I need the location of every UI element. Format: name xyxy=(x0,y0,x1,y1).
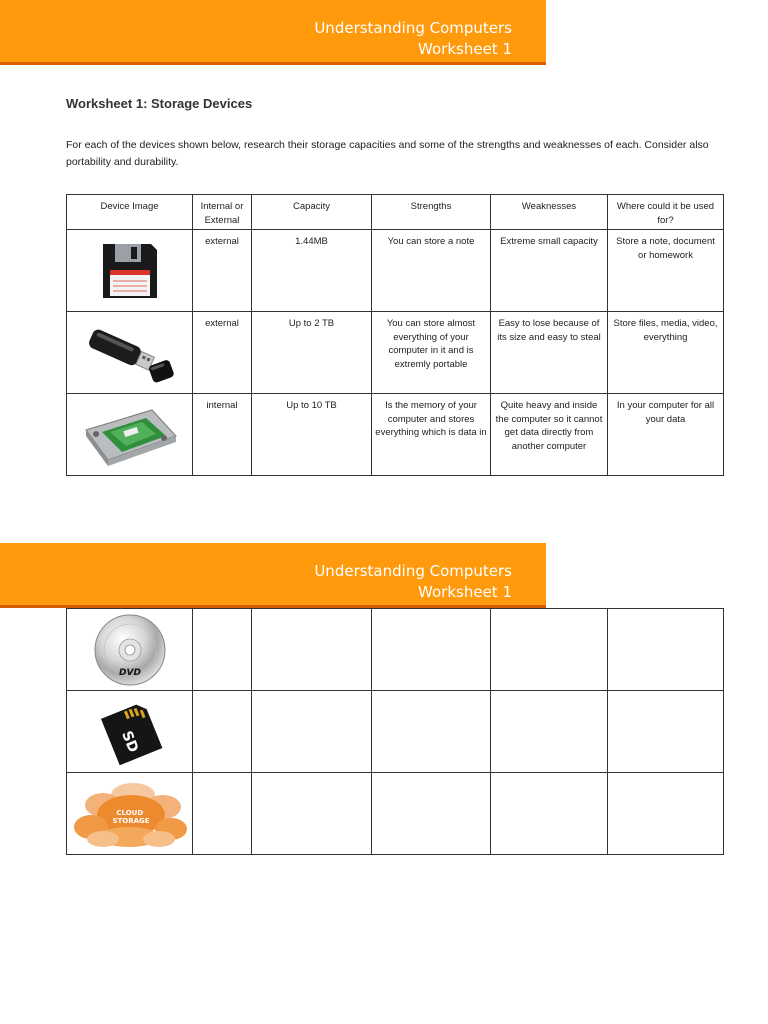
strengths-cell xyxy=(372,773,491,855)
storage-devices-table xyxy=(66,194,724,476)
column-header: Weaknesses xyxy=(491,195,608,230)
dvd-logo-text: DVD xyxy=(118,667,141,678)
internal-external-cell xyxy=(193,691,252,773)
device-image-cell xyxy=(67,691,193,773)
column-header: Capacity xyxy=(252,195,372,230)
usage-cell xyxy=(608,609,724,691)
table-header-row xyxy=(67,195,724,230)
header-title: Understanding Computers xyxy=(314,19,512,37)
dvd-disc-icon xyxy=(93,613,167,687)
column-header: Where could it be used for? xyxy=(608,195,724,230)
table-row xyxy=(67,230,724,312)
usage-cell xyxy=(608,691,724,773)
usage-cell: Store files, media, video, everything xyxy=(608,312,724,394)
internal-external-cell xyxy=(193,773,252,855)
capacity-cell: 1.44MB xyxy=(252,230,372,312)
page-header-2 xyxy=(0,543,546,608)
weaknesses-cell xyxy=(491,691,608,773)
table-row xyxy=(67,312,724,394)
table-row xyxy=(67,773,724,855)
column-header: Strengths xyxy=(372,195,491,230)
hard-disk-drive-icon xyxy=(80,400,180,470)
internal-external-cell: external xyxy=(193,230,252,312)
floppy-disk-icon xyxy=(101,242,159,300)
header-subtitle: Worksheet 1 xyxy=(418,40,512,58)
storage-devices-table-continued xyxy=(66,608,724,855)
capacity-cell xyxy=(252,773,372,855)
weaknesses-cell xyxy=(491,773,608,855)
device-image-cell xyxy=(67,609,193,691)
capacity-cell: Up to 2 TB xyxy=(252,312,372,394)
column-header: Internal or External xyxy=(193,195,252,230)
device-image-cell xyxy=(67,312,193,394)
usage-cell: In your computer for all your data xyxy=(608,394,724,476)
capacity-cell xyxy=(252,691,372,773)
header-title: Understanding Computers xyxy=(314,562,512,580)
weaknesses-cell xyxy=(491,609,608,691)
strengths-cell xyxy=(372,609,491,691)
device-image-cell xyxy=(67,773,193,855)
device-image-cell xyxy=(67,394,193,476)
internal-external-cell: internal xyxy=(193,394,252,476)
strengths-cell: You can store a note xyxy=(372,230,491,312)
usb-flash-drive-icon xyxy=(80,318,180,388)
internal-external-cell xyxy=(193,609,252,691)
strengths-cell: Is the memory of your computer and stores everything which is data in xyxy=(372,394,491,476)
cloud-storage-label: CLOUD STORAGE xyxy=(111,808,150,825)
intro-paragraph: For each of the devices shown below, research their storage capacities and some of the strengths and weaknesses of each. Consider also portability and durability. xyxy=(66,139,709,168)
page-header xyxy=(0,0,546,65)
strengths-cell: You can store almost everything of your computer in it and is extremly portable xyxy=(372,312,491,394)
table-row xyxy=(67,691,724,773)
page-title: Worksheet 1: Storage Devices xyxy=(66,96,253,111)
internal-external-cell: external xyxy=(193,312,252,394)
sd-card-icon xyxy=(90,697,170,767)
usage-cell: Store a note, document or homework xyxy=(608,230,724,312)
device-image-cell xyxy=(67,230,193,312)
table-row xyxy=(67,609,724,691)
sd-logo-text: SD xyxy=(117,728,141,755)
weaknesses-cell: Extreme small capacity xyxy=(491,230,608,312)
capacity-cell: Up to 10 TB xyxy=(252,394,372,476)
strengths-cell xyxy=(372,691,491,773)
column-header: Device Image xyxy=(67,195,193,230)
cloud-storage-icon xyxy=(71,779,189,849)
usage-cell xyxy=(608,773,724,855)
weaknesses-cell: Easy to lose because of its size and easy to steal xyxy=(491,312,608,394)
header-subtitle: Worksheet 1 xyxy=(418,583,512,601)
weaknesses-cell: Quite heavy and inside the computer so it cannot get data directly from another computer xyxy=(491,394,608,476)
table-row xyxy=(67,394,724,476)
capacity-cell xyxy=(252,609,372,691)
